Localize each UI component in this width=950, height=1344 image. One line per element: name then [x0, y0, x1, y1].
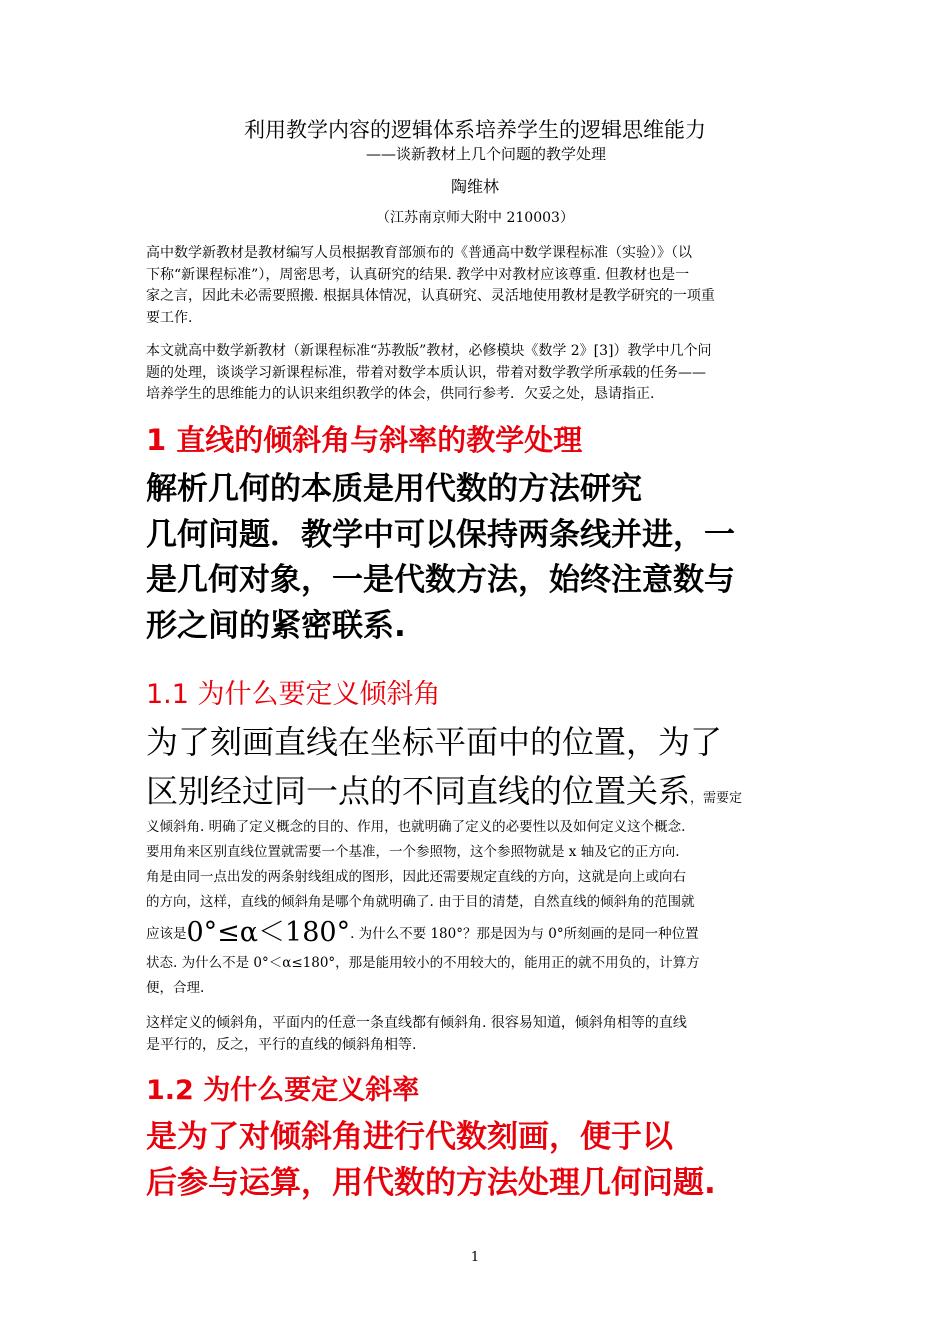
lead-text: 区别经过同一点的不同直线的位置关系	[146, 772, 691, 810]
text-line: 要用角来区别直线位置就需要一个基准，一个参照物，这个参照物就是 x 轴及它的正方向.	[146, 844, 680, 860]
subsection-1-1-body	[146, 815, 810, 1001]
text-line: 家之言，因此未必需要照搬. 根据具体情况，认真研究、灵活地使用教材是教学研究的一项重	[146, 288, 715, 304]
intro-paragraph-2	[146, 341, 810, 406]
text-line: 的方向，这样，直线的倾斜角是哪个角就明确了. 由于目的清楚，自然直线的倾斜角的范围就	[146, 894, 695, 910]
text-line: 为了刻画直线在坐标平面中的位置，为了	[146, 723, 723, 761]
text-line: 义倾斜角. 明确了定义概念的目的、作用，也就明确了定义的必要性以及如何定义这个概念.	[146, 819, 686, 835]
paper-title: 利用教学内容的逻辑体系培养学生的逻辑思维能力	[244, 118, 706, 142]
section-1-intro	[146, 467, 816, 649]
text-line: 高中数学新教材是教材编写人员根据教育部颁布的《普通高中数学课程标准（实验）》（以	[146, 245, 692, 261]
text-line: 本文就高中数学新教材（新课程标准“苏教版”教材，必修模块《数学 2》[3]）教学中几个问	[146, 343, 712, 359]
text-line: 几何问题．教学中可以保持两条线并进，一	[146, 516, 735, 553]
author-name: 陶维林	[450, 177, 499, 196]
text-line: 解析几何的本质是用代数的方法研究	[146, 471, 642, 507]
text-line: 要工作.	[146, 309, 193, 326]
inline-math: 0°≤α＜180°	[186, 917, 351, 948]
text-line: 便，合理.	[146, 980, 205, 996]
subsection-1-1-conclusion	[146, 1013, 810, 1056]
text-line	[146, 767, 816, 816]
author-affiliation: （江苏南京师大附中 210003）	[376, 210, 574, 226]
text-line: 下称“新课程标准”），周密思考，认真研究的结果. 教学中对教材应该尊重. 但教材也是一	[146, 266, 690, 283]
text-line: 题的处理，谈谈学习新课程标准，带着对数学本质认识，带着对数学教学所承载的任务——	[146, 364, 706, 381]
text-line: 是几何对象，一是代数方法，始终注意数与	[146, 562, 735, 598]
subsection-1-1-lead	[146, 718, 816, 816]
subsection-heading-1-2: 1.2 为什么要定义斜率	[146, 1075, 420, 1106]
text-line: 这样定义的倾斜角，平面内的任意一条直线都有倾斜角. 很容易知道，倾斜角相等的直线	[146, 1015, 687, 1031]
math-prefix: 应该是	[146, 926, 187, 942]
intro-paragraph-1	[146, 243, 810, 329]
text-line-with-math	[146, 915, 810, 951]
text-line: 形之间的紧密联系.	[146, 607, 406, 644]
page-number: 1	[470, 1250, 480, 1265]
text-line: 后参与运算，用代数的方法处理几何问题.	[146, 1164, 716, 1201]
section-heading-1: 1 直线的倾斜角与斜率的教学处理	[146, 423, 583, 457]
subsection-heading-1-1: 1.1 为什么要定义倾斜角	[146, 679, 441, 710]
lead-tail: ，需要定	[690, 791, 743, 806]
text-line: 是为了对倾斜角进行代数刻画，便于以	[146, 1119, 673, 1155]
paper-subtitle: ——谈新教材上几个问题的教学处理	[366, 145, 607, 163]
math-suffix: . 为什么不要 180°？那是因为与 0°所刻画的是同一种位置	[350, 926, 699, 942]
text-line: 角是由同一点出发的两条射线组成的图形，因此还需要规定直线的方向，这就是向上或向右	[146, 869, 686, 885]
subsection-1-2-lead	[146, 1115, 816, 1206]
text-line: 培养学生的思维能力的认识来组织教学的体会，供同行参考．欠妥之处，恳请指正.	[146, 386, 655, 402]
text-line: 是平行的，反之，平行的直线的倾斜角相等.	[146, 1036, 417, 1053]
text-line: 状态. 为什么不是 0°＜α≤180°，那是能用较小的不用较大的，能用正的就不用负的，计算方	[146, 955, 700, 971]
